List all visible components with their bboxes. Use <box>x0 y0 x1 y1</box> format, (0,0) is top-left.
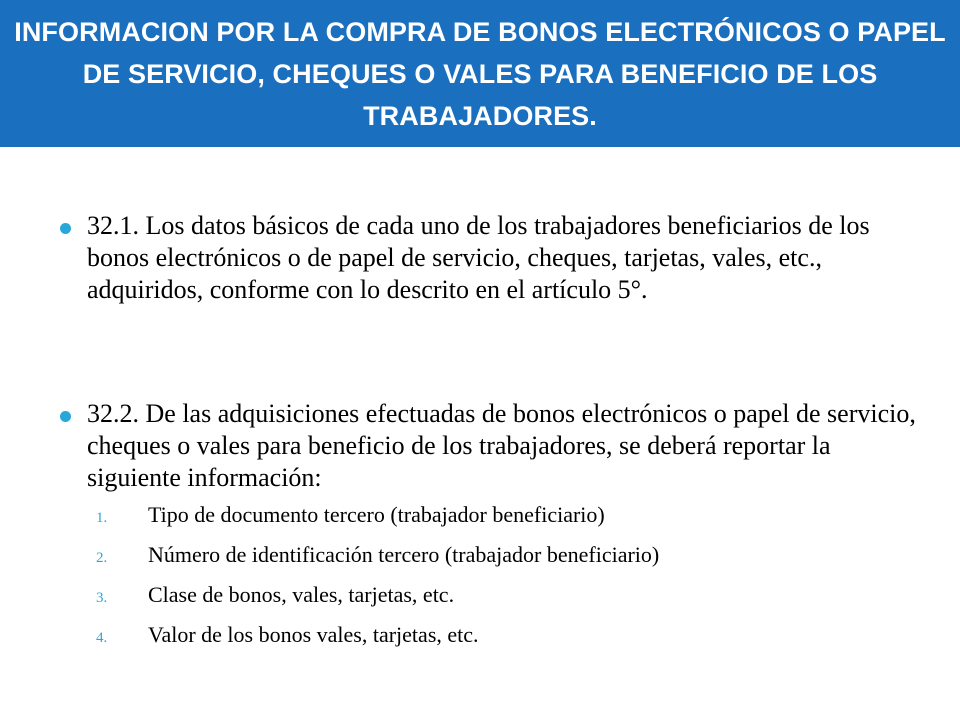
title-band <box>0 0 960 147</box>
list-item-number: 3. <box>96 590 108 606</box>
list-item-text: Tipo de documento tercero (trabajador beneficiario) <box>148 502 605 527</box>
list-item <box>96 541 916 581</box>
list-item-text: Valor de los bonos vales, tarjetas, etc. <box>148 622 479 647</box>
bullet-paragraph-32-2 <box>60 398 920 494</box>
list-item-number: 1. <box>96 510 108 526</box>
bullet-dot-icon <box>60 411 71 422</box>
slide-title: INFORMACION POR LA COMPRA DE BONOS ELECTRÓNICOS O PAPEL DE SERVICIO, CHEQUES O VALES PARA BENEFICIO DE LOS TRABAJADORES. <box>14 16 946 131</box>
slide-content <box>0 147 960 720</box>
list-item <box>96 581 916 621</box>
list-item-number: 2. <box>96 550 108 566</box>
bullet-text: 32.2. De las adquisiciones efectuadas de bonos electrónicos o papel de servicio, cheques o vales para beneficio de los trabajadores, se deberá reportar la siguiente información: <box>87 399 916 492</box>
list-item <box>96 621 916 661</box>
list-item <box>96 501 916 541</box>
bullet-dot-icon <box>60 223 71 234</box>
numbered-sublist <box>96 501 916 661</box>
bullet-paragraph-32-1 <box>60 210 920 306</box>
list-item-number: 4. <box>96 630 108 646</box>
list-item-text: Número de identificación tercero (trabajador beneficiario) <box>148 542 660 567</box>
list-item-text: Clase de bonos, vales, tarjetas, etc. <box>148 582 455 607</box>
bullet-text: 32.1. Los datos básicos de cada uno de los trabajadores beneficiarios de los bonos electrónicos o de papel de servicio, cheques, tarjetas, vales, etc., adquiridos, conforme con lo descrito en el artículo 5°. <box>87 211 870 304</box>
